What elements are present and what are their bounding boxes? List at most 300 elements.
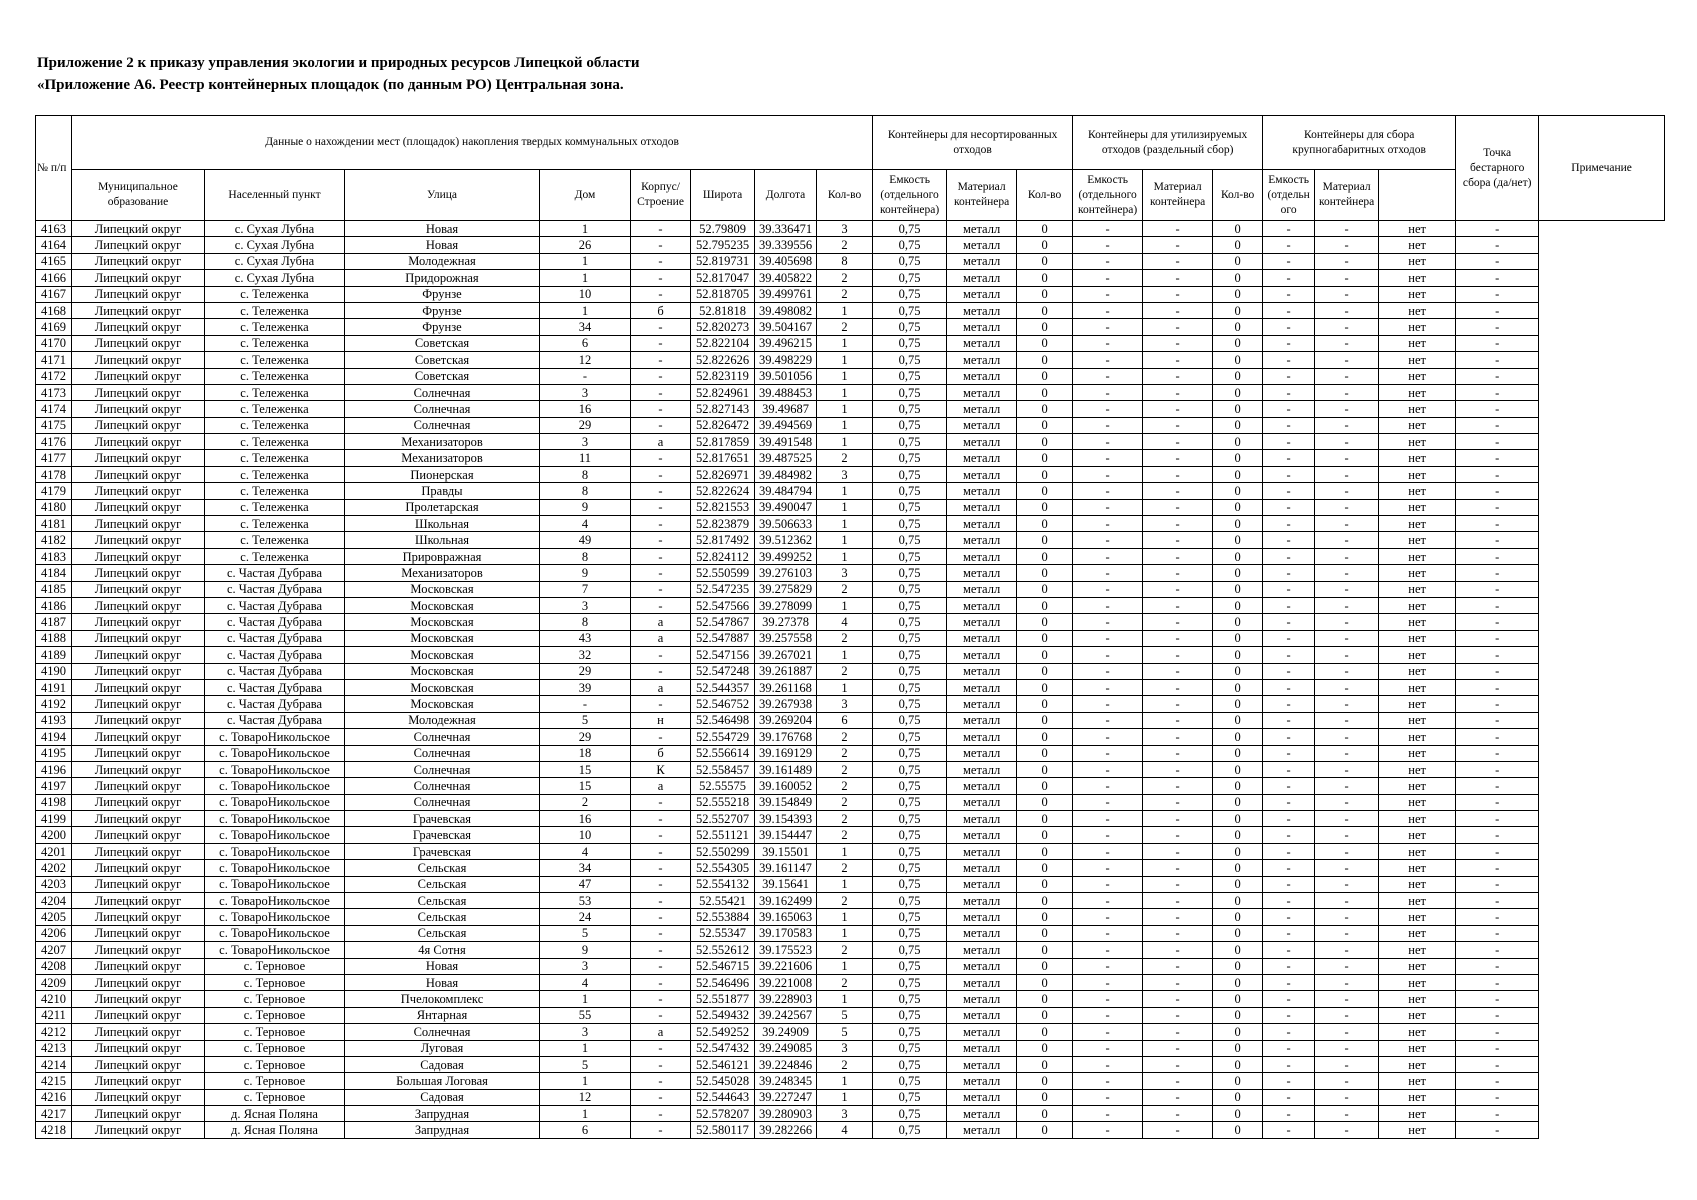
table-row <box>36 270 1665 286</box>
unsorted-qty-cell: 4 <box>817 614 873 630</box>
row-number-cell: 4194 <box>36 729 72 745</box>
bagless-point-cell: нет <box>1379 516 1456 532</box>
unsorted-material-cell: металл <box>947 221 1017 237</box>
latitude-cell: 52.554132 <box>691 876 755 892</box>
row-number-cell: 4182 <box>36 532 72 548</box>
unsorted-qty-cell: 4 <box>817 1122 873 1138</box>
bulky-qty-cell: 0 <box>1213 302 1263 318</box>
header-bagless-point: Точка бестарного сбора (да/нет) <box>1456 116 1539 221</box>
street-cell: Солнечная <box>345 729 540 745</box>
table-row <box>36 1056 1665 1072</box>
longitude-cell: 39.257558 <box>755 630 817 646</box>
bagless-point-cell: нет <box>1379 466 1456 482</box>
latitude-cell: 52.546496 <box>691 974 755 990</box>
row-number-cell: 4171 <box>36 352 72 368</box>
building-cell: - <box>631 1089 691 1105</box>
row-number-cell: 4218 <box>36 1122 72 1138</box>
recyclable-qty-cell: 0 <box>1017 581 1073 597</box>
bulky-capacity-cell: - <box>1263 1073 1315 1089</box>
table-row <box>36 499 1665 515</box>
longitude-cell: 39.267938 <box>755 696 817 712</box>
house-cell: 8 <box>540 614 631 630</box>
unsorted-material-cell: металл <box>947 925 1017 941</box>
building-cell: - <box>631 237 691 253</box>
recyclable-material-cell: - <box>1143 712 1213 728</box>
bulky-capacity-cell: - <box>1263 893 1315 909</box>
unsorted-capacity-cell: 0,75 <box>873 548 947 564</box>
unsorted-material-cell: металл <box>947 827 1017 843</box>
recyclable-material-cell: - <box>1143 483 1213 499</box>
recyclable-material-cell: - <box>1143 581 1213 597</box>
longitude-cell: 39.506633 <box>755 516 817 532</box>
recyclable-qty-cell: 0 <box>1017 679 1073 695</box>
recyclable-capacity-cell: - <box>1073 270 1143 286</box>
recyclable-qty-cell: 0 <box>1017 1073 1073 1089</box>
table-row <box>36 434 1665 450</box>
street-cell: Солнечная <box>345 745 540 761</box>
recyclable-qty-cell: 0 <box>1017 434 1073 450</box>
latitude-cell: 52.552707 <box>691 811 755 827</box>
recyclable-capacity-cell: - <box>1073 368 1143 384</box>
settlement-cell: с. Частая Дубрава <box>205 712 345 728</box>
longitude-cell: 39.154447 <box>755 827 817 843</box>
settlement-cell: с. Частая Дубрава <box>205 614 345 630</box>
bulky-material-cell: - <box>1315 368 1379 384</box>
latitude-cell: 52.547867 <box>691 614 755 630</box>
house-cell: 3 <box>540 434 631 450</box>
building-cell: - <box>631 597 691 613</box>
row-number-cell: 4197 <box>36 778 72 794</box>
unsorted-capacity-cell: 0,75 <box>873 761 947 777</box>
municipality-cell: Липецкий округ <box>72 663 205 679</box>
bulky-capacity-cell: - <box>1263 696 1315 712</box>
bulky-qty-cell: 0 <box>1213 335 1263 351</box>
municipality-cell: Липецкий округ <box>72 1040 205 1056</box>
bulky-qty-cell: 0 <box>1213 597 1263 613</box>
recyclable-capacity-cell: - <box>1073 663 1143 679</box>
municipality-cell: Липецкий округ <box>72 450 205 466</box>
recyclable-material-cell: - <box>1143 696 1213 712</box>
recyclable-qty-cell: 0 <box>1017 794 1073 810</box>
settlement-cell: с. Частая Дубрава <box>205 597 345 613</box>
unsorted-qty-cell: 2 <box>817 827 873 843</box>
bulky-capacity-cell: - <box>1263 581 1315 597</box>
latitude-cell: 52.795235 <box>691 237 755 253</box>
house-cell: 1 <box>540 991 631 1007</box>
bagless-point-cell: нет <box>1379 893 1456 909</box>
row-number-cell: 4190 <box>36 663 72 679</box>
bulky-qty-cell: 0 <box>1213 1056 1263 1072</box>
settlement-cell: с. Тележенка <box>205 434 345 450</box>
bagless-point-cell: нет <box>1379 778 1456 794</box>
recyclable-capacity-cell: - <box>1073 384 1143 400</box>
house-cell: 5 <box>540 925 631 941</box>
unsorted-capacity-cell: 0,75 <box>873 237 947 253</box>
recyclable-capacity-cell: - <box>1073 1089 1143 1105</box>
municipality-cell: Липецкий округ <box>72 368 205 384</box>
bulky-material-cell: - <box>1315 1122 1379 1138</box>
unsorted-capacity-cell: 0,75 <box>873 925 947 941</box>
street-cell: Запрудная <box>345 1106 540 1122</box>
latitude-cell: 52.549432 <box>691 1007 755 1023</box>
unsorted-capacity-cell: 0,75 <box>873 1007 947 1023</box>
municipality-cell: Липецкий округ <box>72 794 205 810</box>
unsorted-qty-cell: 2 <box>817 1056 873 1072</box>
longitude-cell: 39.49687 <box>755 401 817 417</box>
municipality-cell: Липецкий округ <box>72 893 205 909</box>
municipality-cell: Липецкий округ <box>72 434 205 450</box>
recyclable-capacity-cell: - <box>1073 532 1143 548</box>
building-cell: а <box>631 630 691 646</box>
bulky-material-cell: - <box>1315 761 1379 777</box>
recyclable-qty-cell: 0 <box>1017 302 1073 318</box>
street-cell: Луговая <box>345 1040 540 1056</box>
note-cell: - <box>1456 516 1539 532</box>
latitude-cell: 52.817492 <box>691 532 755 548</box>
street-cell: Солнечная <box>345 417 540 433</box>
row-number-cell: 4172 <box>36 368 72 384</box>
table-row <box>36 893 1665 909</box>
house-cell: 6 <box>540 1122 631 1138</box>
recyclable-capacity-cell: - <box>1073 696 1143 712</box>
recyclable-material-cell: - <box>1143 1122 1213 1138</box>
municipality-cell: Липецкий округ <box>72 1007 205 1023</box>
bulky-capacity-cell: - <box>1263 843 1315 859</box>
municipality-cell: Липецкий округ <box>72 958 205 974</box>
unsorted-qty-cell: 1 <box>817 647 873 663</box>
bulky-material-cell: - <box>1315 827 1379 843</box>
house-cell: 3 <box>540 384 631 400</box>
bulky-qty-cell: 0 <box>1213 565 1263 581</box>
longitude-cell: 39.498082 <box>755 302 817 318</box>
latitude-cell: 52.819731 <box>691 253 755 269</box>
unsorted-material-cell: металл <box>947 663 1017 679</box>
longitude-cell: 39.24909 <box>755 1024 817 1040</box>
bulky-capacity-cell: - <box>1263 597 1315 613</box>
street-cell: Московская <box>345 614 540 630</box>
bulky-qty-cell: 0 <box>1213 630 1263 646</box>
recyclable-capacity-cell: - <box>1073 434 1143 450</box>
recyclable-material-cell: - <box>1143 1024 1213 1040</box>
bagless-point-cell: нет <box>1379 614 1456 630</box>
unsorted-capacity-cell: 0,75 <box>873 614 947 630</box>
recyclable-material-cell: - <box>1143 1040 1213 1056</box>
unsorted-capacity-cell: 0,75 <box>873 679 947 695</box>
recyclable-qty-cell: 0 <box>1017 827 1073 843</box>
house-cell: 9 <box>540 942 631 958</box>
bulky-material-cell: - <box>1315 1040 1379 1056</box>
municipality-cell: Липецкий округ <box>72 630 205 646</box>
recyclable-qty-cell: 0 <box>1017 811 1073 827</box>
house-cell: 34 <box>540 319 631 335</box>
unsorted-qty-cell: 3 <box>817 565 873 581</box>
bulky-material-cell: - <box>1315 401 1379 417</box>
unsorted-qty-cell: 3 <box>817 221 873 237</box>
unsorted-capacity-cell: 0,75 <box>873 466 947 482</box>
unsorted-qty-cell: 1 <box>817 679 873 695</box>
municipality-cell: Липецкий округ <box>72 827 205 843</box>
row-number-cell: 4183 <box>36 548 72 564</box>
note-cell: - <box>1456 876 1539 892</box>
building-cell: - <box>631 352 691 368</box>
row-number-cell: 4166 <box>36 270 72 286</box>
bulky-qty-cell: 0 <box>1213 1122 1263 1138</box>
street-cell: Запрудная <box>345 1122 540 1138</box>
building-cell: - <box>631 794 691 810</box>
unsorted-material-cell: металл <box>947 778 1017 794</box>
building-cell: - <box>631 565 691 581</box>
house-cell: 55 <box>540 1007 631 1023</box>
table-row <box>36 843 1665 859</box>
building-cell: - <box>631 466 691 482</box>
recyclable-material-cell: - <box>1143 565 1213 581</box>
bulky-material-cell: - <box>1315 270 1379 286</box>
latitude-cell: 52.55347 <box>691 925 755 941</box>
recyclable-capacity-cell: - <box>1073 679 1143 695</box>
longitude-cell: 39.176768 <box>755 729 817 745</box>
longitude-cell: 39.249085 <box>755 1040 817 1056</box>
latitude-cell: 52.549252 <box>691 1024 755 1040</box>
municipality-cell: Липецкий округ <box>72 778 205 794</box>
bulky-capacity-cell: - <box>1263 384 1315 400</box>
unsorted-qty-cell: 2 <box>817 745 873 761</box>
recyclable-qty-cell: 0 <box>1017 1089 1073 1105</box>
longitude-cell: 39.162499 <box>755 893 817 909</box>
unsorted-capacity-cell: 0,75 <box>873 532 947 548</box>
recyclable-material-cell: - <box>1143 942 1213 958</box>
recyclable-qty-cell: 0 <box>1017 466 1073 482</box>
recyclable-qty-cell: 0 <box>1017 548 1073 564</box>
recyclable-qty-cell: 0 <box>1017 1007 1073 1023</box>
longitude-cell: 39.494569 <box>755 417 817 433</box>
house-cell: 12 <box>540 352 631 368</box>
table-row <box>36 729 1665 745</box>
building-cell: - <box>631 811 691 827</box>
unsorted-qty-cell: 1 <box>817 925 873 941</box>
unsorted-capacity-cell: 0,75 <box>873 450 947 466</box>
bulky-capacity-cell: - <box>1263 466 1315 482</box>
building-cell: - <box>631 270 691 286</box>
bulky-material-cell: - <box>1315 794 1379 810</box>
bulky-capacity-cell: - <box>1263 483 1315 499</box>
bagless-point-cell: нет <box>1379 237 1456 253</box>
unsorted-material-cell: металл <box>947 647 1017 663</box>
municipality-cell: Липецкий округ <box>72 745 205 761</box>
note-cell: - <box>1456 647 1539 663</box>
latitude-cell: 52.817047 <box>691 270 755 286</box>
latitude-cell: 52.551877 <box>691 991 755 1007</box>
house-cell: 10 <box>540 286 631 302</box>
table-row <box>36 778 1665 794</box>
unsorted-material-cell: металл <box>947 565 1017 581</box>
table-row <box>36 974 1665 990</box>
bulky-material-cell: - <box>1315 909 1379 925</box>
unsorted-capacity-cell: 0,75 <box>873 434 947 450</box>
bagless-point-cell: нет <box>1379 1007 1456 1023</box>
municipality-cell: Липецкий округ <box>72 352 205 368</box>
unsorted-material-cell: металл <box>947 319 1017 335</box>
recyclable-capacity-cell: - <box>1073 221 1143 237</box>
table-row <box>36 925 1665 941</box>
table-row <box>36 958 1665 974</box>
municipality-cell: Липецкий округ <box>72 1106 205 1122</box>
bulky-qty-cell: 0 <box>1213 1073 1263 1089</box>
note-cell: - <box>1456 942 1539 958</box>
unsorted-material-cell: металл <box>947 679 1017 695</box>
bulky-capacity-cell: - <box>1263 319 1315 335</box>
row-number-cell: 4196 <box>36 761 72 777</box>
house-cell: 4 <box>540 974 631 990</box>
latitude-cell: 52.547887 <box>691 630 755 646</box>
settlement-cell: с. ТовароНикольское <box>205 925 345 941</box>
note-cell: - <box>1456 827 1539 843</box>
bulky-capacity-cell: - <box>1263 532 1315 548</box>
unsorted-capacity-cell: 0,75 <box>873 942 947 958</box>
street-cell: Молодежная <box>345 253 540 269</box>
municipality-cell: Липецкий округ <box>72 466 205 482</box>
street-cell: Солнечная <box>345 401 540 417</box>
recyclable-capacity-cell: - <box>1073 827 1143 843</box>
row-number-cell: 4186 <box>36 597 72 613</box>
settlement-cell: с. ТовароНикольское <box>205 729 345 745</box>
settlement-cell: с. ТовароНикольское <box>205 827 345 843</box>
street-cell: Прировражная <box>345 548 540 564</box>
longitude-cell: 39.27378 <box>755 614 817 630</box>
house-cell: 1 <box>540 253 631 269</box>
unsorted-qty-cell: 1 <box>817 352 873 368</box>
recyclable-material-cell: - <box>1143 270 1213 286</box>
street-cell: Пионерская <box>345 466 540 482</box>
bulky-material-cell: - <box>1315 253 1379 269</box>
house-cell: 34 <box>540 860 631 876</box>
settlement-cell: с. Терновое <box>205 974 345 990</box>
longitude-cell: 39.487525 <box>755 450 817 466</box>
bulky-qty-cell: 0 <box>1213 1040 1263 1056</box>
bulky-qty-cell: 0 <box>1213 860 1263 876</box>
bulky-material-cell: - <box>1315 302 1379 318</box>
bagless-point-cell: нет <box>1379 548 1456 564</box>
container-sites-registry-table <box>35 115 1665 1139</box>
recyclable-material-cell: - <box>1143 1007 1213 1023</box>
recyclable-capacity-cell: - <box>1073 974 1143 990</box>
unsorted-qty-cell: 1 <box>817 597 873 613</box>
settlement-cell: с. Терновое <box>205 958 345 974</box>
bulky-capacity-cell: - <box>1263 876 1315 892</box>
bulky-material-cell: - <box>1315 597 1379 613</box>
recyclable-material-cell: - <box>1143 597 1213 613</box>
bagless-point-cell: нет <box>1379 696 1456 712</box>
bulky-material-cell: - <box>1315 647 1379 663</box>
settlement-cell: с. Тележенка <box>205 466 345 482</box>
row-number-cell: 4207 <box>36 942 72 958</box>
longitude-cell: 39.488453 <box>755 384 817 400</box>
latitude-cell: 52.546715 <box>691 958 755 974</box>
recyclable-capacity-cell: - <box>1073 581 1143 597</box>
bulky-material-cell: - <box>1315 974 1379 990</box>
unsorted-capacity-cell: 0,75 <box>873 794 947 810</box>
row-number-cell: 4168 <box>36 302 72 318</box>
building-cell: - <box>631 384 691 400</box>
building-cell: - <box>631 991 691 1007</box>
bulky-capacity-cell: - <box>1263 1007 1315 1023</box>
bulky-capacity-cell: - <box>1263 352 1315 368</box>
recyclable-capacity-cell: - <box>1073 745 1143 761</box>
street-cell: Садовая <box>345 1089 540 1105</box>
unsorted-capacity-cell: 0,75 <box>873 401 947 417</box>
table-row <box>36 417 1665 433</box>
unsorted-capacity-cell: 0,75 <box>873 843 947 859</box>
bulky-qty-cell: 0 <box>1213 958 1263 974</box>
bulky-material-cell: - <box>1315 466 1379 482</box>
unsorted-capacity-cell: 0,75 <box>873 909 947 925</box>
unsorted-capacity-cell: 0,75 <box>873 893 947 909</box>
house-cell: - <box>540 696 631 712</box>
unsorted-capacity-cell: 0,75 <box>873 270 947 286</box>
unsorted-capacity-cell: 0,75 <box>873 712 947 728</box>
unsorted-material-cell: металл <box>947 843 1017 859</box>
building-cell: - <box>631 401 691 417</box>
unsorted-qty-cell: 1 <box>817 335 873 351</box>
table-row <box>36 991 1665 1007</box>
table-row <box>36 565 1665 581</box>
unsorted-qty-cell: 1 <box>817 532 873 548</box>
bulky-material-cell: - <box>1315 925 1379 941</box>
municipality-cell: Липецкий округ <box>72 335 205 351</box>
recyclable-material-cell: - <box>1143 466 1213 482</box>
house-cell: 1 <box>540 221 631 237</box>
house-cell: 7 <box>540 581 631 597</box>
unsorted-capacity-cell: 0,75 <box>873 384 947 400</box>
settlement-cell: с. ТовароНикольское <box>205 794 345 810</box>
bulky-capacity-cell: - <box>1263 1122 1315 1138</box>
table-row <box>36 811 1665 827</box>
bulky-qty-cell: 0 <box>1213 991 1263 1007</box>
house-cell: - <box>540 368 631 384</box>
bulky-material-cell: - <box>1315 335 1379 351</box>
unsorted-qty-cell: 1 <box>817 548 873 564</box>
unsorted-capacity-cell: 0,75 <box>873 319 947 335</box>
building-cell: б <box>631 302 691 318</box>
recyclable-qty-cell: 0 <box>1017 1040 1073 1056</box>
street-cell: Сельская <box>345 860 540 876</box>
house-cell: 1 <box>540 1106 631 1122</box>
recyclable-material-cell: - <box>1143 302 1213 318</box>
unsorted-capacity-cell: 0,75 <box>873 1106 947 1122</box>
bulky-material-cell: - <box>1315 221 1379 237</box>
longitude-cell: 39.161489 <box>755 761 817 777</box>
latitude-cell: 52.547566 <box>691 597 755 613</box>
table-row <box>36 335 1665 351</box>
table-row <box>36 237 1665 253</box>
municipality-cell: Липецкий округ <box>72 991 205 1007</box>
building-cell: - <box>631 942 691 958</box>
unsorted-qty-cell: 3 <box>817 696 873 712</box>
settlement-cell: с. Тележенка <box>205 319 345 335</box>
municipality-cell: Липецкий округ <box>72 1073 205 1089</box>
house-cell: 1 <box>540 1073 631 1089</box>
bulky-material-cell: - <box>1315 663 1379 679</box>
bagless-point-cell: нет <box>1379 1106 1456 1122</box>
longitude-cell: 39.269204 <box>755 712 817 728</box>
bulky-capacity-cell: - <box>1263 974 1315 990</box>
header-bulky-material: Материал контейнера <box>1315 170 1379 221</box>
street-cell: Грачевская <box>345 843 540 859</box>
settlement-cell: с. Тележенка <box>205 286 345 302</box>
house-cell: 10 <box>540 827 631 843</box>
bulky-material-cell: - <box>1315 991 1379 1007</box>
unsorted-material-cell: металл <box>947 1007 1017 1023</box>
bulky-material-cell: - <box>1315 237 1379 253</box>
